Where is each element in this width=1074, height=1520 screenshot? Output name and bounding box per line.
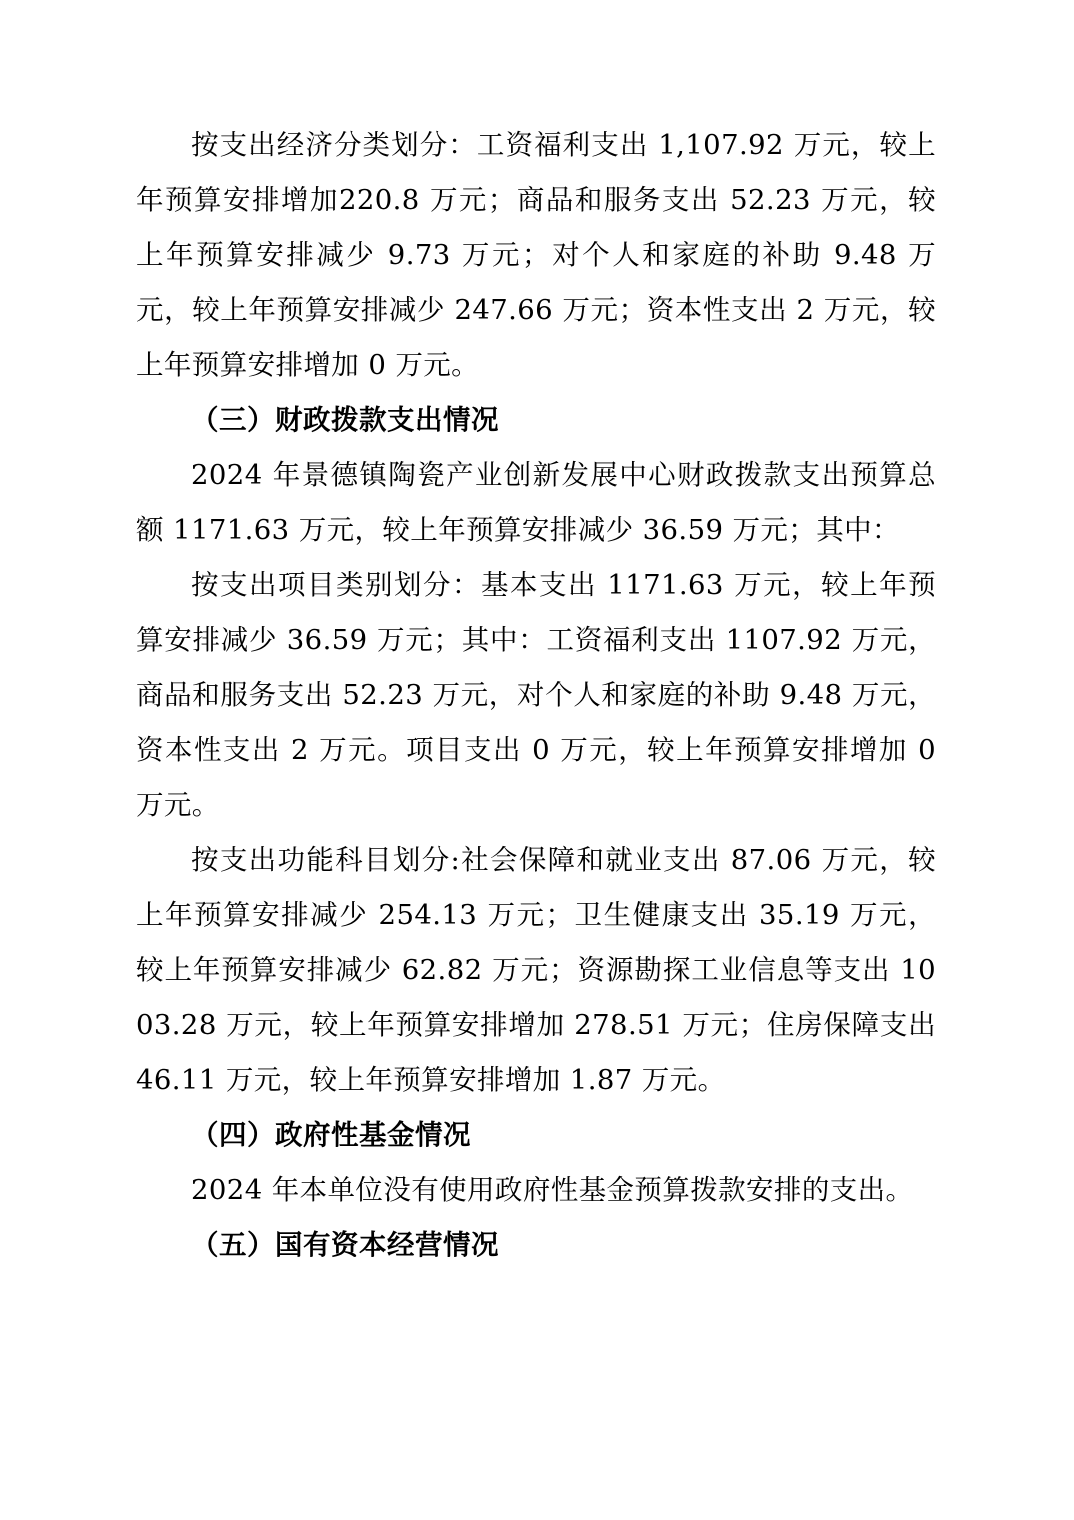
- heading-government-fund-status: （四）政府性基金情况: [191, 1119, 471, 1151]
- paragraph-expense-category-classification: 按支出项目类别划分：基本支出 1171.63 万元，较上年预算安排减少 36.59 万元；其中：工资福利支出 1107.92 万元，商品和服务支出 52.23 万元，对个人和家庭的补助 9.48 万元，资本性支出 2 万元。项目支出 0 万元，较上年预算安排增加 0 万元。: [136, 569, 936, 821]
- document-body: [136, 118, 936, 1273]
- heading-state-capital-operation: （五）国有资本经营情况: [191, 1229, 499, 1261]
- heading-fiscal-appropriation-expenditure: （三）财政拨款支出情况: [191, 404, 499, 436]
- paragraph-fiscal-appropriation-total: 2024 年景德镇陶瓷产业创新发展中心财政拨款支出预算总额 1171.63 万元，较上年预算安排减少 36.59 万元；其中：: [136, 459, 936, 546]
- paragraph-expense-economic-classification: 按支出经济分类划分：工资福利支出 1,107.92 万元，较上年预算安排增加220.8 万元；商品和服务支出 52.23 万元，较上年预算安排减少 9.73 万元；对个人和家庭的补助 9.48 万元，较上年预算安排减少 247.66 万元；资本性支出 2 万元，较上年预算安排增加 0 万元。: [136, 129, 936, 381]
- paragraph-government-fund-statement: 2024 年本单位没有使用政府性基金预算拨款安排的支出。: [191, 1174, 914, 1206]
- paragraph-expense-function-classification: 按支出功能科目划分:社会保障和就业支出 87.06 万元，较上年预算安排减少 254.13 万元；卫生健康支出 35.19 万元，较上年预算安排减少 62.82 万元；资源勘探工业信息等支出 1003.28 万元，较上年预算安排增加 278.51 万元；住房保障支出 46.11 万元，较上年预算安排增加 1.87 万元。: [136, 844, 936, 1096]
